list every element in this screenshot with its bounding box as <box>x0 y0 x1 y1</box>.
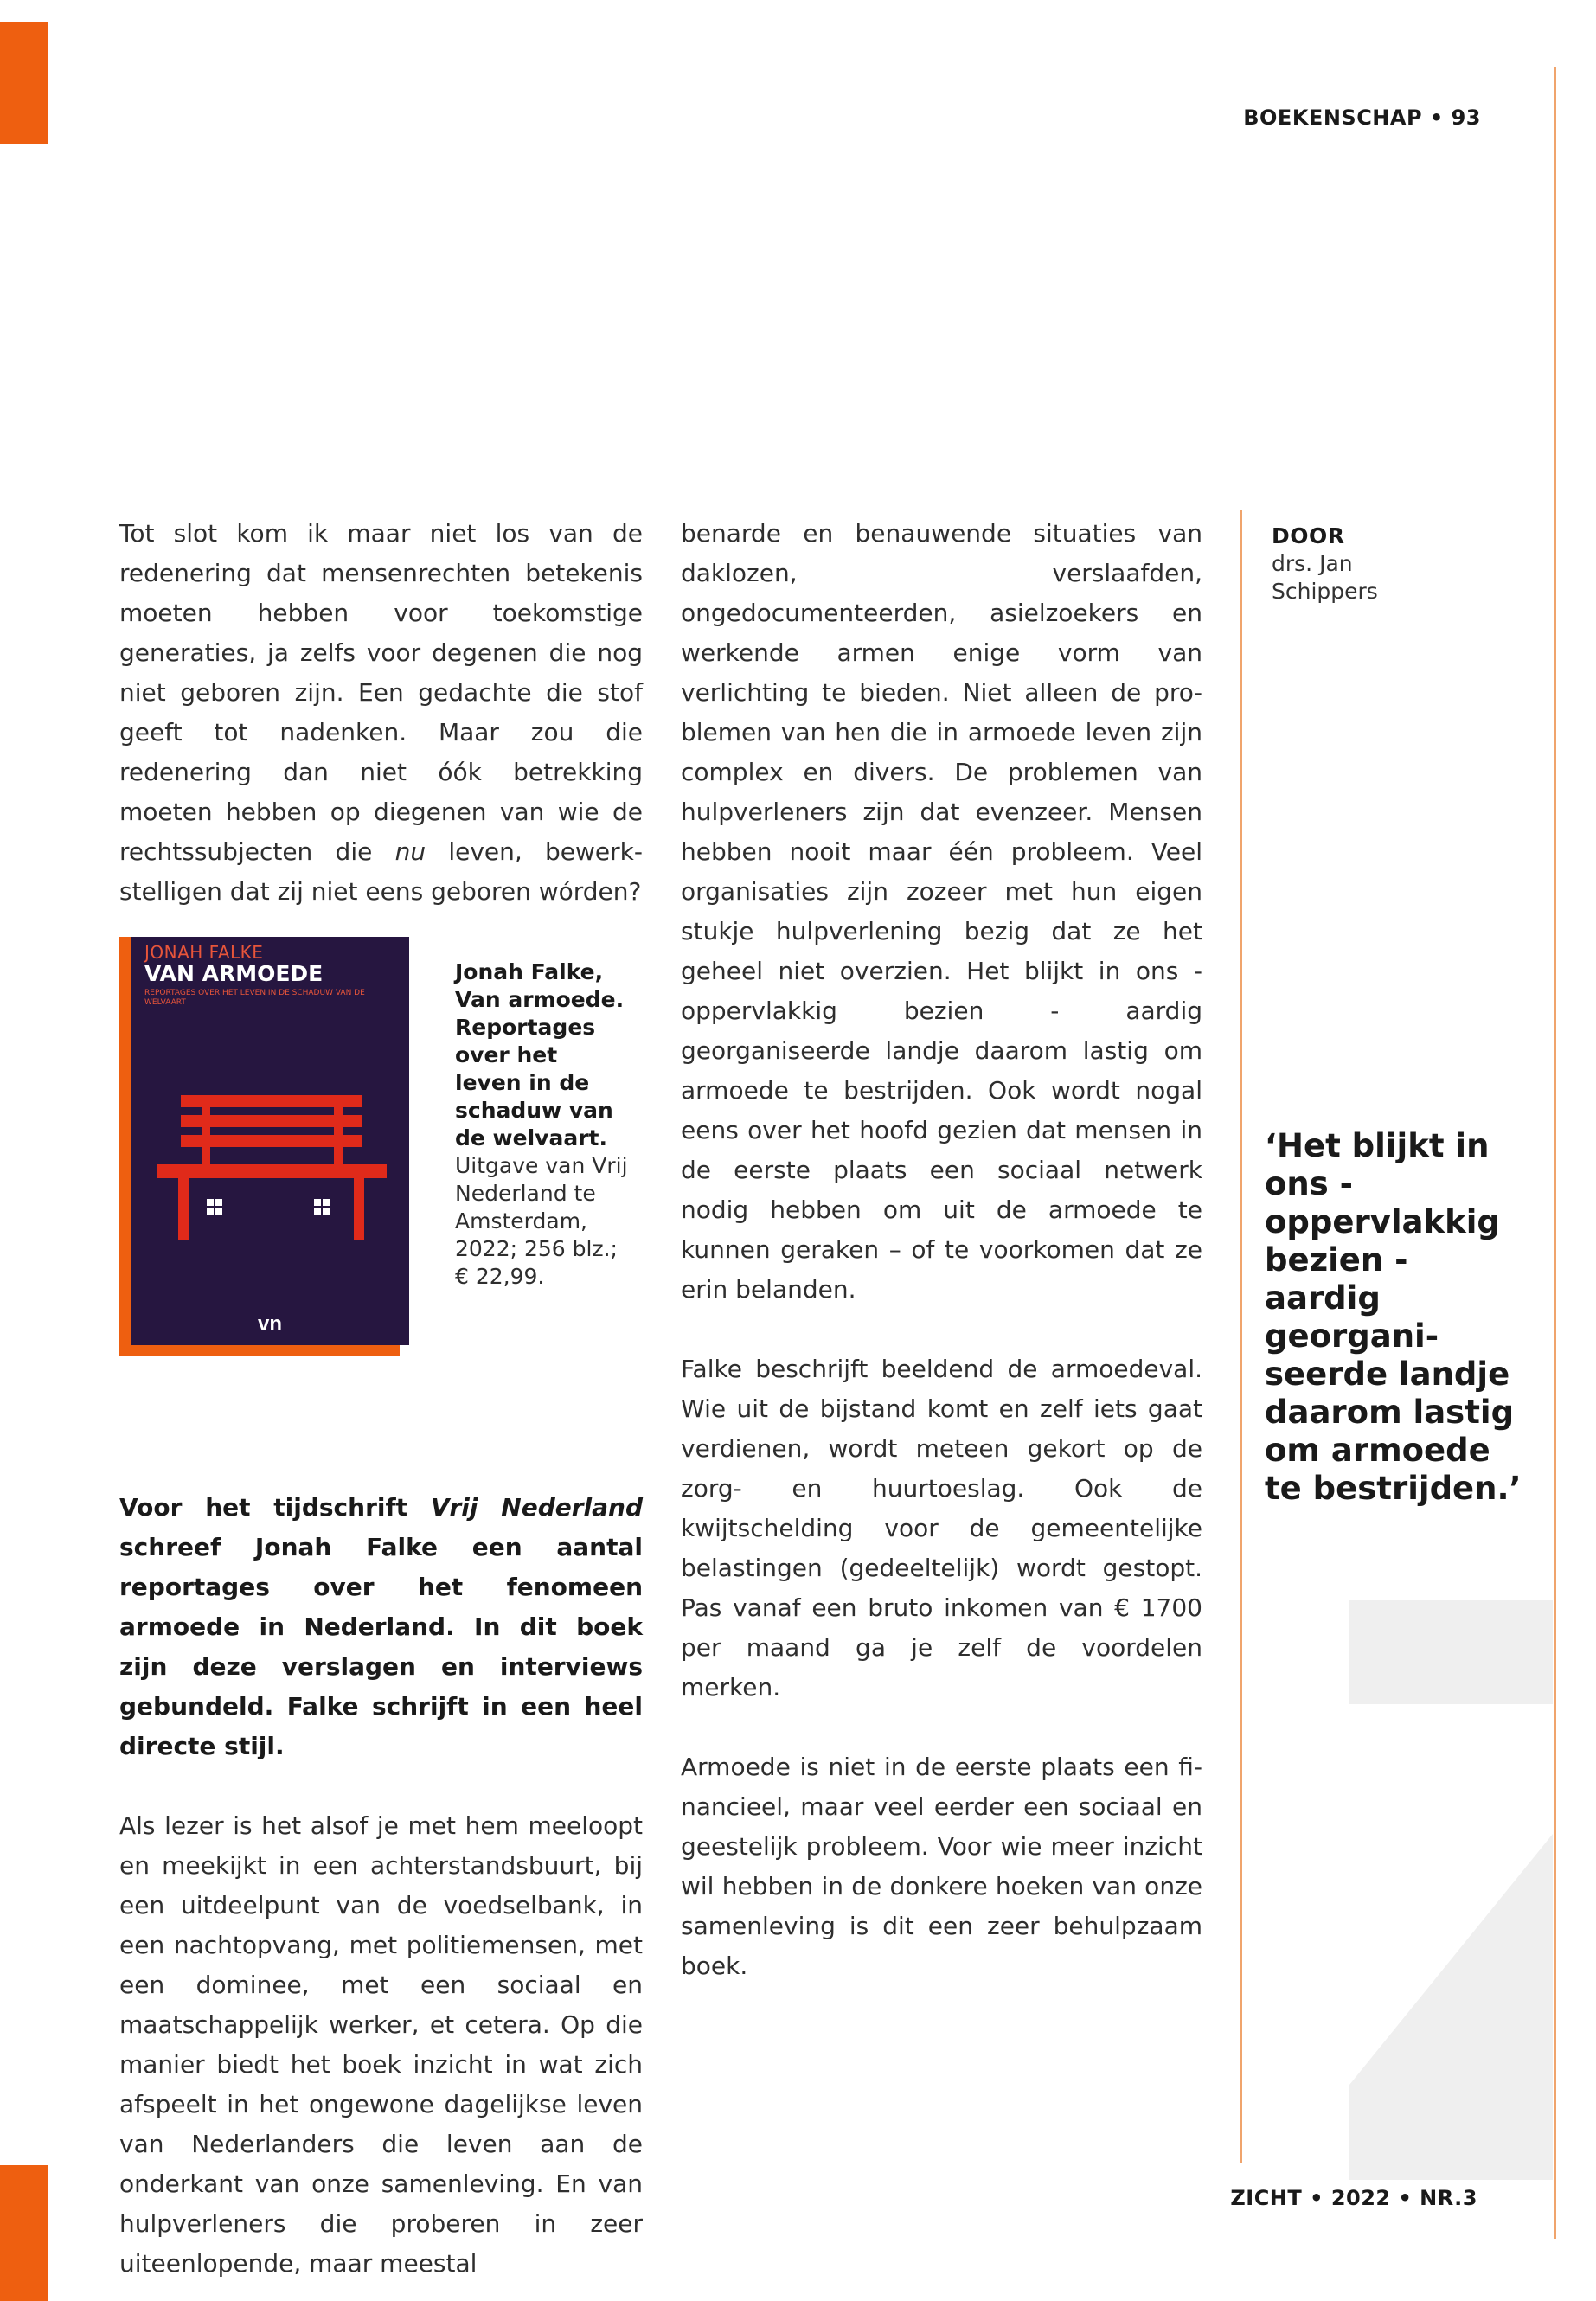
body-paragraph: Falke beschrijft beeldend de armoedeval. Wie uit de bijstand komt en zelf iets gaat verdienen, wordt meteen gekort op de zorg- en huurtoeslag. Ook de kwijtschelding voor de gemeentelijke belastingen (gedeeltelijk) wordt gestopt. Pas vanaf een bruto inkomen van € 1700 per maand ga je zelf de voordelen merken. <box>681 1355 1202 1702</box>
running-footer: ZICHT • 2022 • NR.3 <box>1230 2186 1477 2210</box>
cover-subtitle: REPORTAGES OVER HET LEVEN IN DE SCHADUW VAN DE WELVAART <box>144 989 365 1007</box>
page-edge-rule <box>1554 67 1556 2239</box>
book-cover-front <box>131 937 409 1345</box>
book-cover <box>119 937 405 1356</box>
book-caption-title: Jonah Falke, Van armoede. Reportages over het leven in de schaduw van de welvaart. <box>455 959 625 1150</box>
book-caption <box>455 958 628 1291</box>
accent-bar-bottom <box>0 2165 48 2301</box>
book-caption-details: Uitgave van Vrij Nederland te Amsterdam, 2022; 256 blz.; € 22,99. <box>455 1153 628 1289</box>
body-paragraph: benarde en benauwende situaties van daklozen, verslaafden, ongedocumenteerden, asielzoekers en werkende armen enige vorm van verlichting te bieden. Niet alleen de problemen van hen die in armoede leven zijn complex en divers. De problemen van hulpverleners zijn dat evenzeer. Mensen hebben nooit maar één probleem. Veel organisaties zijn zozeer met hun eigen stukje hulpverlening bezig dat ze het geheel niet overzien. Het blijkt in ons - oppervlakkig bezien - aardig georganiseerde landje daarom lastig om armoede te bestrijden. Ook wordt nogal eens over het hoofd gezien dat mensen in de eerste plaats een sociaal netwerk nodig hebben om uit de armoede te kunnen geraken – of te voorkomen dat ze erin belanden. <box>681 519 1202 1304</box>
lead-paragraph: Voor het tijdschrift Vrij Nederland schreef Jonah Falke een aantal reportages over het fenomeen armoede in Nederland. In dit boek zijn deze verslagen en interviews gebundeld. Falke schrijft in een heel directe stijl. <box>119 1493 644 1760</box>
body-paragraph: Armoede is niet in de eerste plaats een financieel, maar veel eerder een sociaal en geestelijk probleem. Voor wie meer inzicht wil hebben in de donkere hoeken van onze samenleving is dit een zeer behulpzaam boek. <box>681 1753 1202 1980</box>
cover-title: VAN ARMOEDE <box>144 961 324 986</box>
byline-label: DOOR <box>1272 523 1345 548</box>
cover-author: JONAH FALKE <box>144 942 264 963</box>
intro-paragraph: Tot slot kom ik maar niet los van de redenering dat mensenrechten betekenis moeten hebben voor toekomstige generaties, ja zelfs voor degenen die nog niet geboren zijn. Een gedachte die stof geeft tot nadenken. Maar zou die redenering dan niet óók betrekking moeten hebben op diegenen van wie de rechtssubjecten die nu leven, bewerkstelligen dat zij niet eens geboren wórden? <box>119 519 643 906</box>
column-divider-rule <box>1240 510 1242 2163</box>
byline-author: drs. Jan Schippers <box>1272 551 1378 604</box>
left-column <box>119 514 643 2284</box>
byline <box>1272 522 1401 606</box>
body-paragraph: Als lezer is het alsof je met hem meeloopt en meekijkt in een achterstandsbuurt, bij een uitdeelpunt van de voedselbank, in een nachtopvang, met politiemensen, met een dominee, met een sociaal en maatschappelijk werker, et cetera. Op die manier biedt het boek inzicht in wat zich afspeelt in het ongewone dagelijkse leven van Nederlanders die leven aan de onderkant van onze samenleving. En van hulpverleners die proberen in zeer uiteenlopende, maar meestal <box>119 1811 643 2278</box>
accent-bar-top <box>0 22 48 144</box>
decorative-z-watermark <box>1341 1600 1553 2180</box>
publisher-logo: vn <box>257 1312 283 1336</box>
running-header: BOEKENSCHAP • 93 <box>1243 106 1481 130</box>
pull-quote: ‘Het blijkt in ons - oppervlakkig bezien - aardig georganiseerde landje daarom lastig om armoede te bestrijden.’ <box>1265 1127 1522 1507</box>
middle-column <box>681 514 1202 1986</box>
